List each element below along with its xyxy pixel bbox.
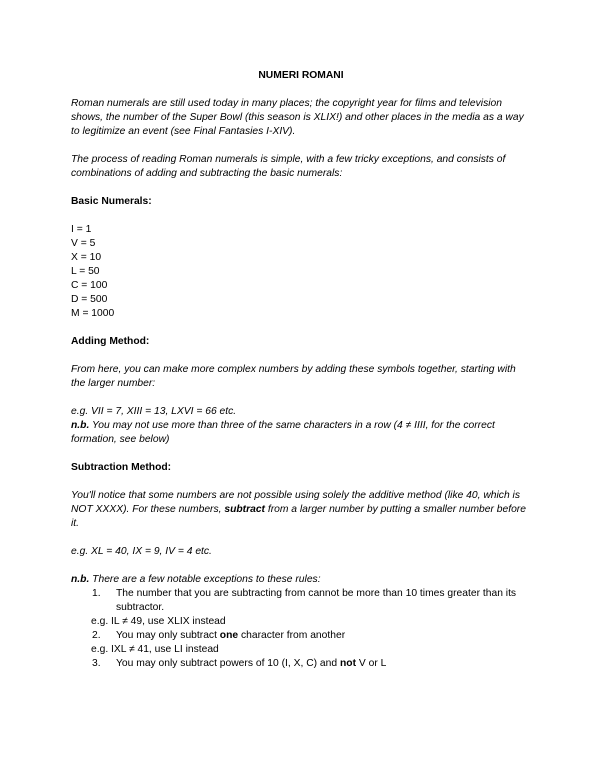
document-content bbox=[71, 69, 531, 671]
adding-note bbox=[71, 419, 531, 447]
subtraction-example: e.g. XL = 40, IX = 9, IV = 4 etc. bbox=[71, 546, 212, 557]
basic-numerals-heading: Basic Numerals: bbox=[71, 196, 152, 207]
subtraction-description bbox=[71, 489, 531, 531]
rule-3 bbox=[71, 657, 531, 671]
subtraction-desc-text-end: from a larger number by putting a smaller number before it. bbox=[71, 504, 526, 529]
note-label: n.b. bbox=[71, 420, 90, 431]
rule-text-end: character from another bbox=[238, 630, 346, 641]
rule-text: The number that you are subtracting from cannot be more than 10 times greater than its subtractor. bbox=[116, 588, 517, 613]
rule-2-example: e.g. IXL ≠ 41, use LI instead bbox=[91, 644, 219, 655]
note-label: n.b. bbox=[71, 574, 90, 585]
rule-text-end: V or L bbox=[356, 658, 387, 669]
list-item: D = 500 bbox=[71, 294, 108, 305]
list-item: M = 1000 bbox=[71, 308, 115, 319]
adding-example: e.g. VII = 7, XIII = 13, LXVI = 66 etc. bbox=[71, 406, 237, 417]
rule-text: You may only subtract bbox=[116, 630, 220, 641]
list-item: C = 100 bbox=[71, 280, 108, 291]
rule-text: You may only subtract powers of 10 (I, X, C) and bbox=[116, 658, 340, 669]
note-text: You may not use more than three of the same characters in a row (4 ≠ IIII, for the correct formation, see below) bbox=[71, 420, 495, 445]
subtraction-method-heading: Subtraction Method: bbox=[71, 462, 172, 473]
basic-numerals-list bbox=[71, 223, 531, 321]
list-item: X = 10 bbox=[71, 252, 102, 263]
adding-method-heading: Adding Method: bbox=[71, 336, 150, 347]
adding-description: From here, you can make more complex numbers by adding these symbols together, starting with the larger number: bbox=[71, 364, 516, 389]
rule-emphasis: not bbox=[339, 658, 356, 669]
list-item: L = 50 bbox=[71, 266, 100, 277]
page-title: NUMERI ROMANI bbox=[258, 70, 344, 81]
rule-number: 1. bbox=[92, 588, 101, 599]
rule-number: 3. bbox=[92, 658, 101, 669]
subtraction-note bbox=[71, 573, 531, 587]
rule-1 bbox=[71, 587, 531, 615]
intro-paragraph: Roman numerals are still used today in many places; the copyright year for films and television shows, the number of the Super Bowl (this season is XLIX!) and other places in the media as a way to legitimize an event (see Final Fantasies I-XIV). bbox=[71, 98, 524, 137]
list-item: I = 1 bbox=[71, 224, 92, 235]
note-text: There are a few notable exceptions to these rules: bbox=[89, 574, 321, 585]
rule-emphasis: one bbox=[219, 630, 239, 641]
rule-2 bbox=[71, 629, 531, 643]
subtract-emphasis: subtract bbox=[224, 504, 265, 515]
process-paragraph: The process of reading Roman numerals is simple, with a few tricky exceptions, and consists of combinations of adding and subtracting the basic numerals: bbox=[71, 154, 506, 179]
rule-number: 2. bbox=[92, 630, 101, 641]
rule-1-example: e.g. IL ≠ 49, use XLIX instead bbox=[91, 616, 226, 627]
subtraction-desc-text: You'll notice that some numbers are not possible using solely the additive method (like 40, which is NOT XXXX). For these numbers, bbox=[71, 490, 520, 515]
list-item: V = 5 bbox=[71, 238, 96, 249]
